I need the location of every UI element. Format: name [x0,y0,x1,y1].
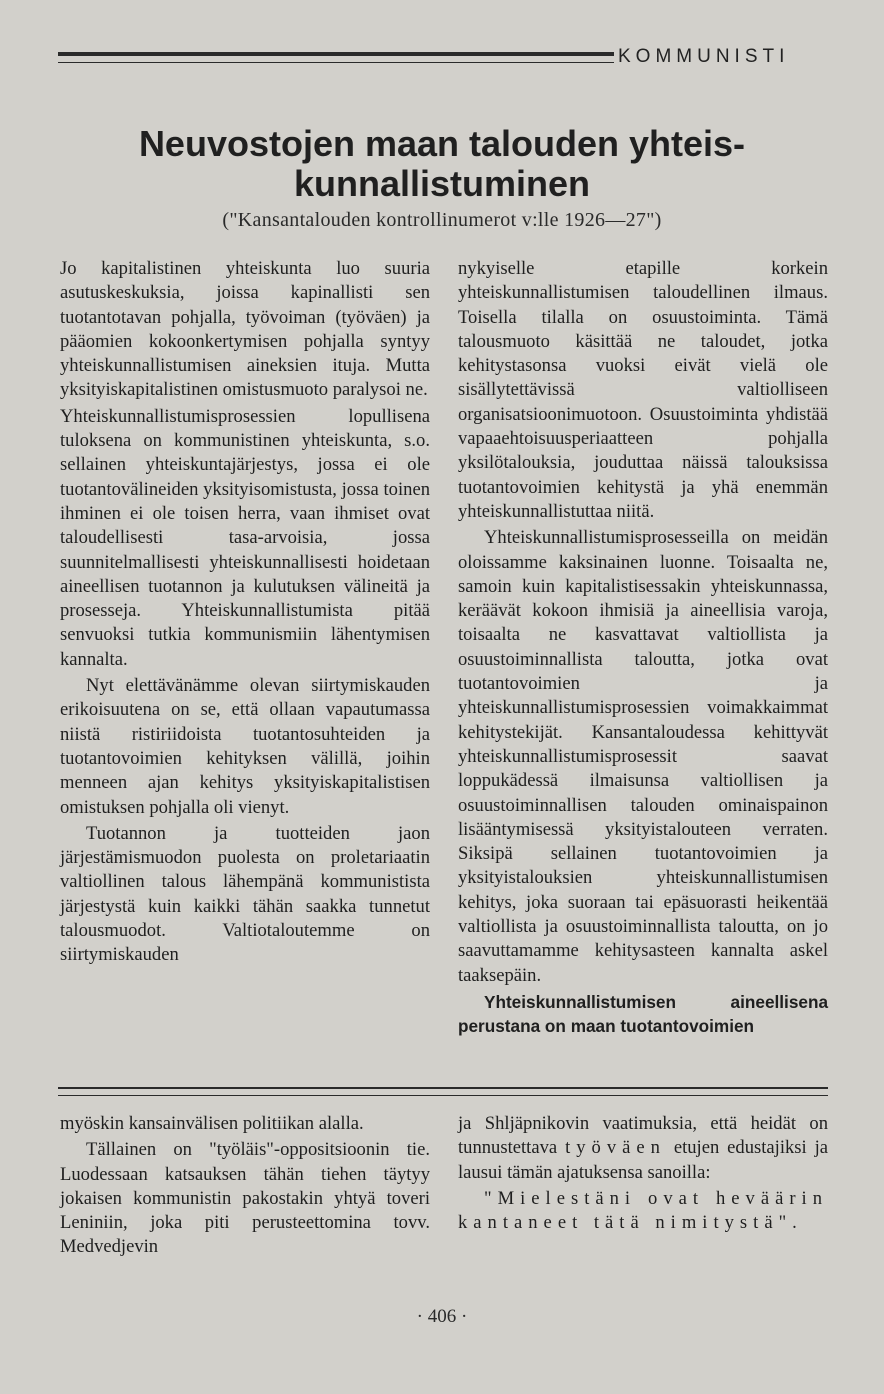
left-column [60,257,430,968]
section-divider [58,1087,828,1089]
paragraph: Yhteiskunnallistumisprosessien lopullisena tuloksena on kommunistinen yhteiskunta, s.o. sellainen yhteiskuntajärjestys, jossa ei ole tuotantovälineiden yksityisomistusta, jossa toinen ihminen ei ole toisen herra, vaan ihmiset ovat taloudellisesti tasa-arvoisia, jossa suunnitelmallisesti yhteiskunnallisesti hoidetaan aineellisen tuotannon ja kulutuksen välineitä ja prosesseja. Yhteiskunnallistumista pitää senvuoksi tutkia kommunismiin lähentymisen kannalta. [60,405,430,670]
paragraph: Yhteiskunnallistumisprosesseilla on meidän oloissamme kaksinainen luonne. Toisaalta ne, samoin kuin kapitalistisessakin yhteiskunnassa, keräävät kokoon ihmisiä ja aineellisia varoja, toisaalta ne kasvattavat valtiollista ja osuustoiminnallista taloutta, jotka ovat tuotantovoimien ja yhteiskunnallistumisprosessien voimakkaimmat kehitystekijät. Kansantaloudessa kehittyvät yhteiskunnallistumisprosessit saavat loppukädessä ilmaisunsa valtiollisen ja osuustoiminnallisen talouden ominaispainon lisääntymisessä yksityistalouteen verraten. Siksipä sellainen tuotantovoimien ja yksityistalouksien yhteiskunnallistumisen kehitys, joka suoraan tai epäsuorasti heikentää valtiollista ja osuustoiminnallista taloutta, on jo saavuttamamme kehitysasteen kannalta askel taaksepäin. [458,527,828,986]
text-run: ja Shljäpnikovin vaatimuksia, että heidät on tunnustettava [458,1113,828,1159]
paragraph: nykyiselle etapille korkein yhteiskunnallistumisen taloudellinen ilmaus. Toisella tilalla on osuustoiminta. Tämä talousmuoto käsittää ne taloudet, jotka kehitystasonsa vuoksi eivät vielä ole sisällytettävissä valtiolliseen organisatsioonimuotoon. Osuustoiminta yhdistää vapaaehtoisuusperiaatteen pohjalla yksilötalouksia, jouduttaa näissä talouksissa tuotantovoimien kehitystä ja yhä enemmän yhteiskunnallistuttaa niitä. [458,258,828,522]
header-rule-thin [58,62,614,63]
paragraph: myöskin kansainvälisen politiikan alalla. [60,1113,364,1134]
paragraph: Tällainen on "työläis"-oppositsioonin tie. Luodessaan katsauksen tähän tiehen täytyy jokaisen kommunistin pakostakin yhtyä toveri Leniniin, joka piti perusteettomina tovv. Medvedjevin [60,1139,430,1258]
article-title-line-1: Neuvostojen maan talouden yhteis- [138,123,746,164]
page-number: · 406 · [416,1306,468,1327]
paragraph [458,1112,828,1185]
paragraph: Nyt elettävänämme olevan siirtymiskauden erikoisuutena on se, että ollaan vapautumassa niistä ristiriidoista tuotantosuhteiden ja tuotantovoimien kehityksen välillä, joihin menneen ajan kehitys yksityiskapitalistisen omistuksen pohjalla oli vienyt. [60,675,430,818]
right-column [458,257,828,1039]
article-subtitle: ("Kansantalouden kontrollinumerot v:lle 1926—27") [222,209,662,231]
section-divider-thin [58,1095,828,1096]
running-header-title: KOMMUNISTI [618,46,790,67]
article-title-line-2: kunnallistuminen [293,163,591,204]
paragraph: Jo kapitalistinen yhteiskunta luo suuria asutuskeskuksia, joissa kapinallisti sen tuotantotavan pohjalla, työvoiman (työväen) ja pääomien kokoonkertymisen pohjalla syntyy yhteiskunnallistumisen aineksien ituja. Mutta yksityiskapitalistinen omistusmuoto paralysoi ne. [60,258,430,401]
text-run: etujen edustajiksi ja lausui tämän ajatuksensa sanoilla: [458,1137,828,1183]
bold-paragraph: Yhteiskunnallistumisen aineellisena perustana on maan tuotantovoimien [458,991,828,1037]
quote: "Mielestäni ovat heväärin kantaneet tätä nimitystä". [458,1187,828,1234]
bottom-right-column [458,1112,828,1235]
article-title [80,124,804,204]
paragraph: Tuotannon ja tuotteiden jaon järjestämismuodon puolesta on proletariaatin valtiollinen talous lähempänä kommunistista järjestystä kuin kaikki tähän saakka tunnetut talousmuodot. Valtiotaloutemme on siirtymiskauden [60,822,430,966]
spaced-emphasis: työväen [565,1137,666,1159]
header-rule [58,52,614,56]
bottom-left-column [60,1112,430,1260]
